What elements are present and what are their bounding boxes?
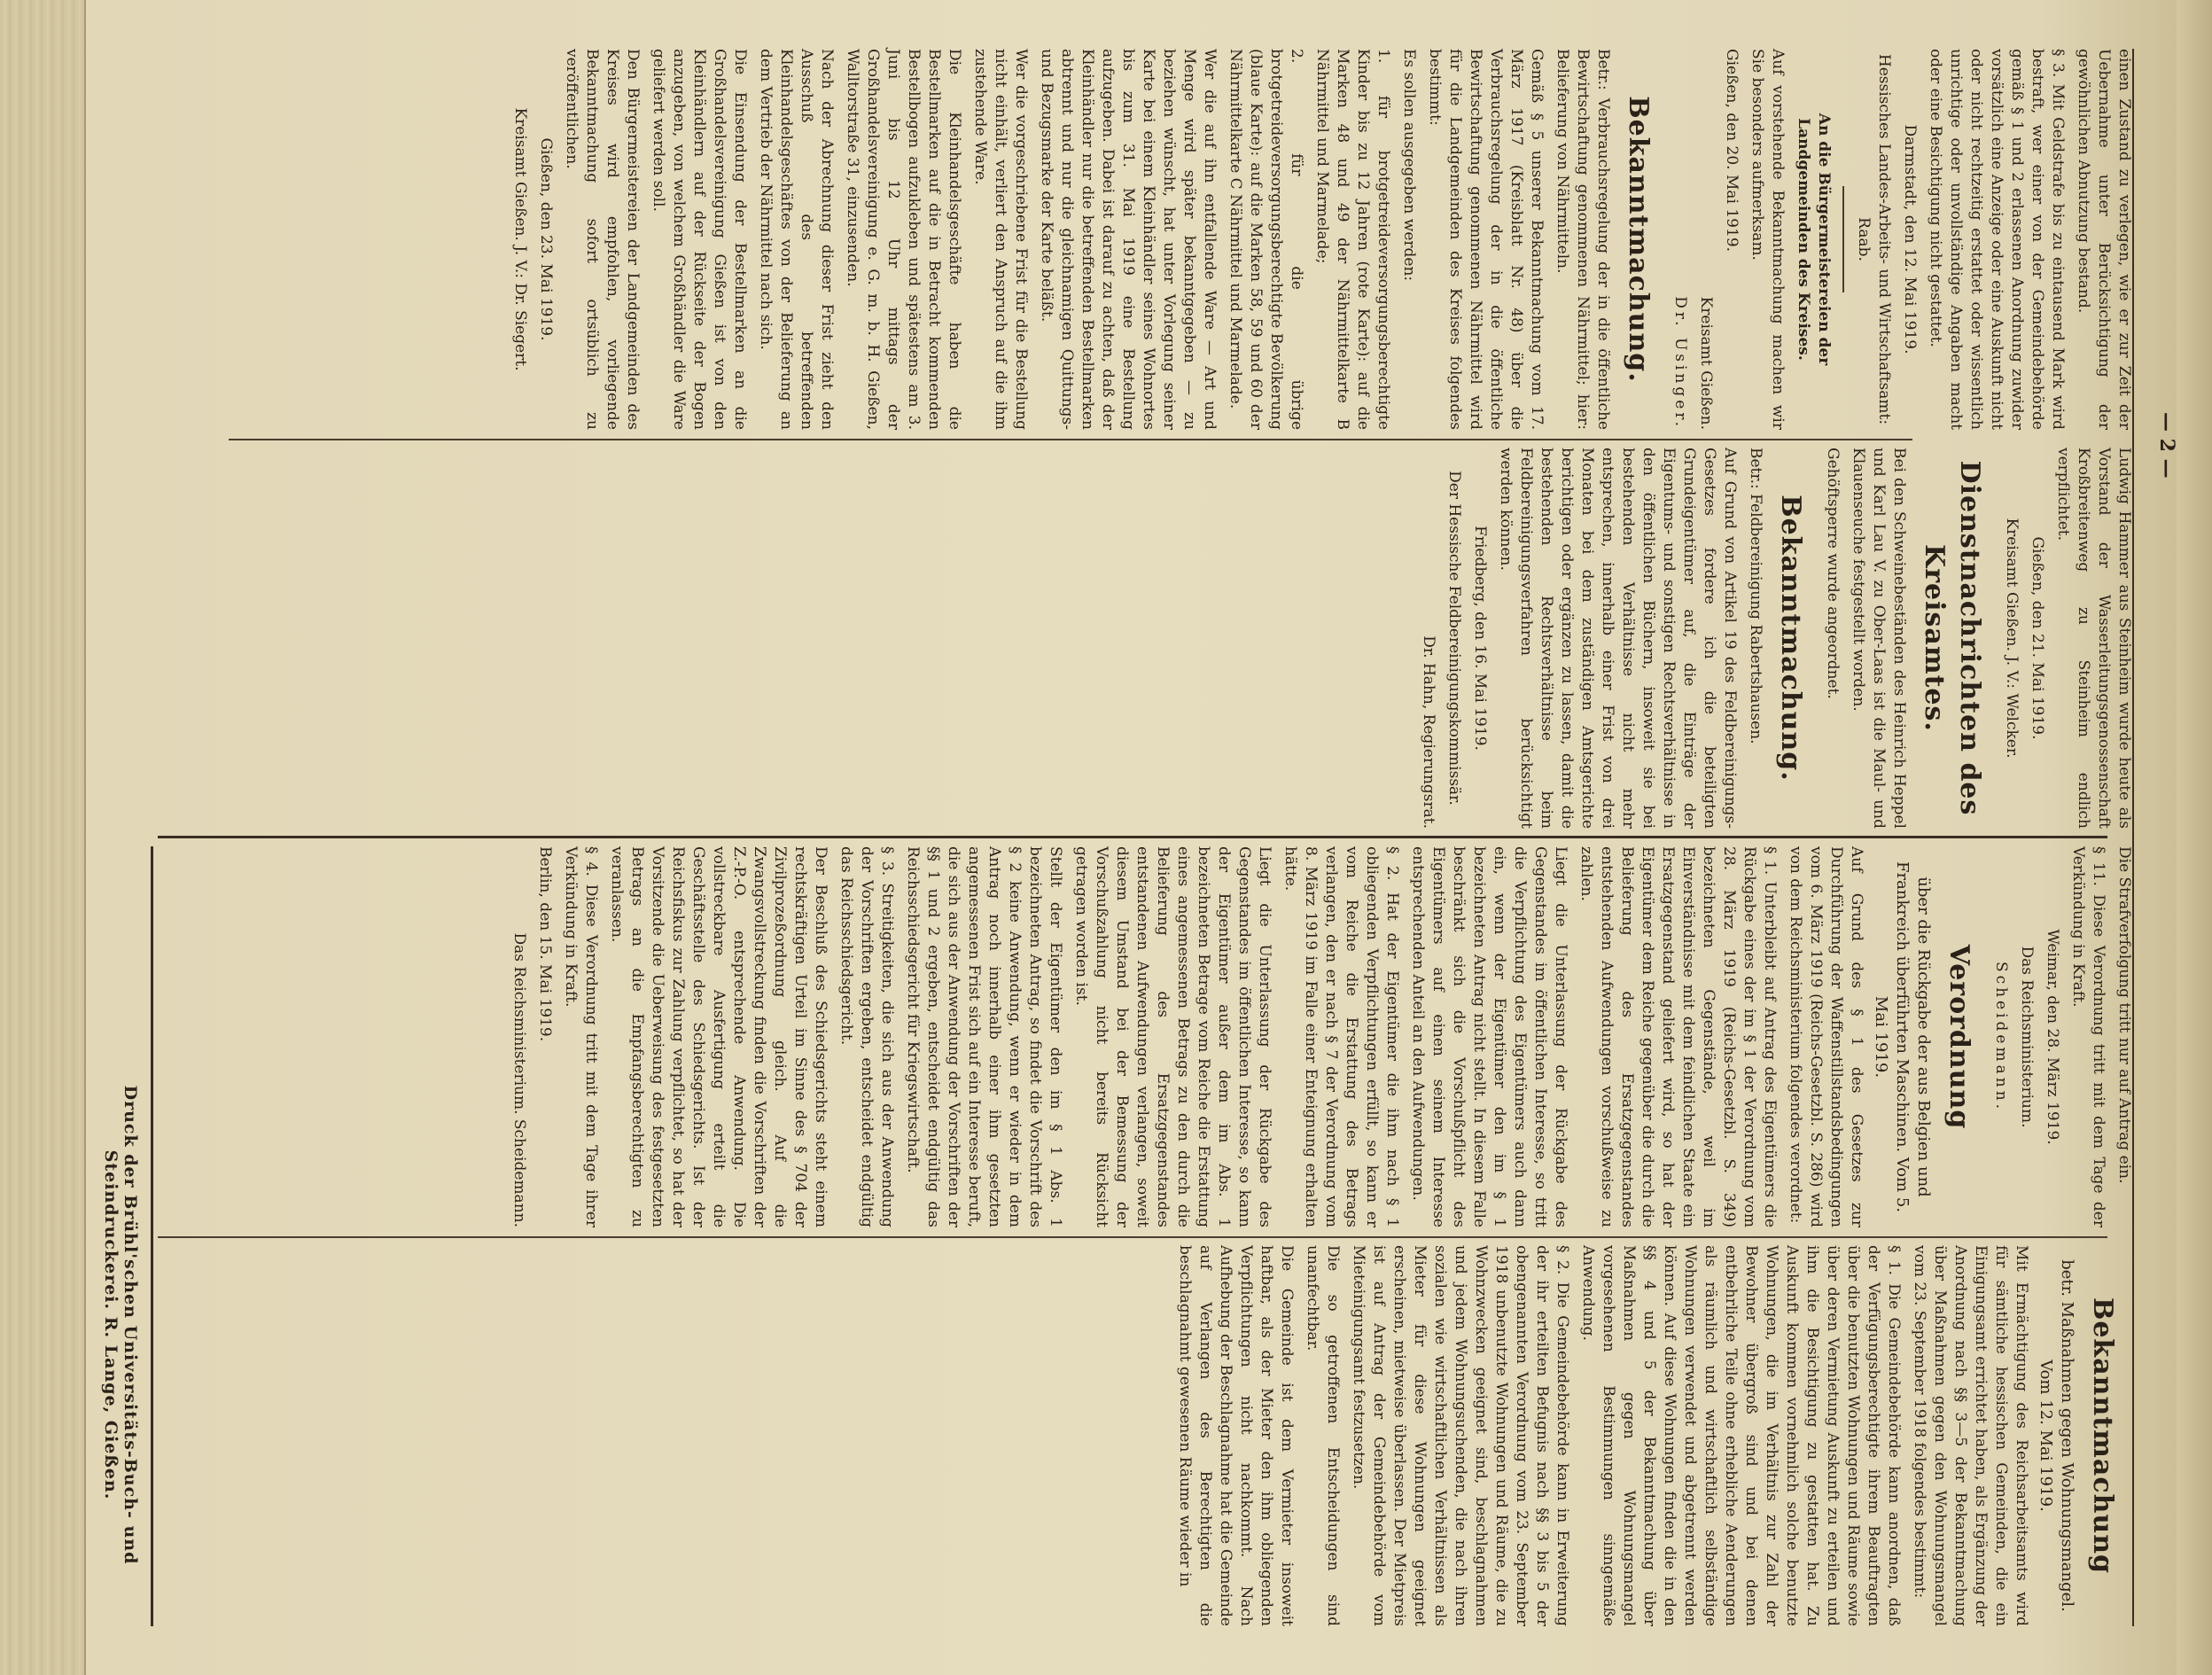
berlin-date: Berlin, den 15. Mai 1919. [536, 846, 554, 1042]
bottom-rule [151, 846, 153, 1626]
verordnung-heading: Verordnung [1943, 944, 1974, 1130]
verordnung-s2: § 2. Hat der Eigentümer die ihm nach § 1 obliegenden Verpflichtungen erfüllt, so kann er vom Reiche die Erstattung des Betrags verlangen, den er nach § 7 der Verordnung vom 8. März 1919 im Falle einer Enteignung erhalten hätte. [1281, 846, 1401, 1227]
verordnung-s1b: Liegt die Unterlassung der Rückgabe des Gegenstandes im öffentlichen Interesse, so tritt die Verpflichtung des Eigentümers auch dann ein, wenn der Eigentümer den im § 1 bezeichneten Antrag nicht stellt. In diesem Falle beschränkt sich die Vorschußpflicht des Eigentümers auf einen seinem Interesse entsprechenden Anteil an den Aufwendungen. [1409, 846, 1569, 1227]
wohnung-s2b: Die so getroffenen Entscheidungen sind unanfechtbar. [1304, 1245, 1342, 1626]
wohnung-body-1: Mit Ermächtigung des Reichsarbeitsamts wird für sämtliche hessischen Gemeinden, die ein Einigungsamt errichtet haben, als Ergänzung der Anordnung nach §§ 3—5 der Bekanntmachung über Maßnahmen gegen den Wohnungsmangel vom 23. September 1918 folgendes bestimmt: [1911, 1245, 2030, 1626]
section-divider [1842, 186, 1844, 292]
feldbereinigung-office: Der Hessische Feldbereinigungskommissär. [1445, 471, 1463, 806]
notice-heading: An die Bürgermeistereien der Landgemeinden des Kreises. [1795, 113, 1833, 366]
body-3: Wer die auf ihn entfallende Ware — Art und Menge wird später bekanntgegeben — zu beziehen wünscht, hat unter Vorlegung seiner Karte bei einem Kleinhändler seines Wohnortes bis zum 31. Mai 1919 eine Bestellung aufzugeben. Dabei ist darauf zu achten, daß der Kleinhändler nur die betreffenden Bestellmarken abtrennt und nur die gleichnamigen Quittungs- und Bezugsmarke der Karte beläßt. [1038, 49, 1219, 430]
notice-hammer-office: Kreisamt Gießen. J. V.: Welcker. [2003, 518, 2021, 759]
notice-hammer-date: Gießen, den 21. Mai 1919. [2029, 536, 2046, 740]
berlin-ministry: Das Reichsministerium. Scheidemann. [510, 932, 528, 1227]
wohnung-s2: § 2. Die Gemeindebehörde kann in Erweiterung der ihr erteilten Befugnis nach §§ 3 bis 5 der obengenannten Verordnung vom 23. September 1918 unbenutzte Wohnungen und Räume, die zu Wohnzwecken geeignet sind, beschlagnahmen und jedem Wohnungsuchenden, die nach ihren sozialen wie wirtschaftlichen Verhältnissen als Mieter für diese Wohnungen geeignet erscheinen, mietweise überlassen. Der Mietpreis ist auf Antrag der Gemeindebehörde vom Mieteinigungsamt festzusetzen. [1350, 1245, 1571, 1626]
feldbereinigung-date: Friedberg, den 16. Mai 1919. [1471, 526, 1489, 751]
verordnung-body-1: Auf Grund des § 1 des Gesetzes zur Durchführung der Waffenstillstandsbedingungen vom 6. März 1919 (Reichs-Gesetzbl. S. 286) wird von dem Reichsministerium folgendes verordnet: [1787, 846, 1865, 1227]
reichsministerium: Das Reichsministerium. [2018, 946, 2036, 1128]
column-b [1413, 448, 2134, 829]
page-number: — 2 — [2155, 412, 2178, 479]
office-2: Kreisamt Gießen. J. V.: Dr. Siegert. [511, 107, 529, 371]
verordnung-subtitle: über die Rückgabe der aus Belgien und Frankreich überführten Maschinen. Vom 5. Mai 1919. [1872, 861, 1933, 1213]
service-news-text-2: Gehöftsperre wurde angeordnet. [1824, 448, 1842, 699]
verordnung-s3: § 3. Streitigkeiten, die sich aus der Anwendung der Vorschriften ergeben, entscheidet endgültig das Reichsschiedsgericht. [837, 846, 896, 1227]
wohnung-subtitle: betr. Maßnahmen gegen Wohnungsmangel. Vom 12. Mai 1919. [2037, 1259, 2076, 1612]
body-8: Den Bürgermeistereien der Landgemeinden des Kreises wird empfohlen, vorliegende Bekanntmachung sofort ortsüblich zu veröffentlichen. [563, 49, 642, 430]
date-2: Gießen, den 23. Mai 1919. [537, 137, 555, 341]
notice-office: Kreisamt Gießen. [1697, 296, 1715, 430]
place-date: Darmstadt, den 12. Mai 1919. [1901, 124, 1919, 354]
column-rule-left-half [158, 1236, 2107, 1238]
item-2: 2. für die übrige brotgetreideversorgungsberechtigte Bevölkerung (blaue Karte): auf die Marken 58, 59 und 60 der Nährmittelkarte C Nährmittel und Marmelade. [1227, 49, 1305, 430]
verordnung-s3b: Der Beschluß des Schiedsgerichts steht einem rechtskräftigen Urteil im Sinne des § 704 der Zivilprozeßordnung gleich. Auf die Zwangsvollstreckung finden die Vorschriften der Z.-P.-O. entsprechende Anwendung. Die vollstreckbare Ausfertigung erteilt die Geschäftsstelle des Schiedsgerichts. Ist der Reichsfiskus zur Zahlung verpflichtet, so hat der Vorsitzende die Ueberweisung des festgesetzten Betrags an die Empfangsberechtigten zu veranlassen. [608, 846, 830, 1227]
body-7: Die Einsendung der Bestellmarken an die Großhandelsvereinigung Gießen ist von den Kleinhändlern auf der Rückseite der Bogen anzugeben, von welchem Großhändler die Ware geliefert werden soll. [650, 49, 749, 430]
betr-line-2: Betr.: Feldbereinigung Rabertshausen. [1747, 448, 1764, 744]
feldbereinigung-signature: Dr. Hahn, Regierungsrat. [1420, 635, 1437, 829]
service-news-heading: Dienstnachrichten des Kreisamtes. [1919, 460, 1985, 816]
verordnung-s2b: Liegt die Unterlassung der Rückgabe des Gegenstandes im öffentlichen Interesse, so kann der Eigentümer außer dem im Abs. 1 bezeichneten Betrage vom Reiche die Erstattung eines angemessenen Betrags zu den durch die Belieferung des Ersatzgegenstandes entstandenen Aufwendungen verlangen, soweit diesem Umstand bei der Bemessung der Vorschußzahlung nicht bereits Rücksicht getragen worden ist. [1072, 846, 1273, 1227]
notice-date: Gießen, den 20. Mai 1919. [1723, 49, 1741, 253]
body-1: Gemäß § 5 unserer Bekanntmachung vom 17. März 1917 (Kreisblatt Nr. 48) über die Verbrauchsregelung der in die öffentliche Bewirtschaftung genommenen Nährmittel wird für die Landgemeinden des Kreises folgendes bestimmt: [1426, 49, 1546, 430]
page-right-edge [2177, 0, 2212, 1675]
body-6: Nach der Abrechnung dieser Frist zieht den Ausschuß des betreffenden Kleinhandelsgeschäftes von der Belieferung an dem Vertrieb der Nährmittel nach sich. [757, 49, 836, 430]
notice-text: Auf vorstehende Bekanntmachung machen wir Sie besonders aufmerksam. [1749, 49, 1787, 430]
notice-signature: Dr. Usinger. [1671, 296, 1689, 430]
weimar-date: Weimar, den 28. März 1919. [2044, 929, 2061, 1145]
item-1: 1. für brotgetreideversorgungsberechtigte Kinder bis zu 12 Jahren (rote Karte): auf die Marken 48 und 49 der Nährmittelkarte B Nährmittel und Marmelade; [1313, 49, 1392, 430]
column-rule-right-half [229, 439, 1912, 440]
column-a [504, 49, 2134, 430]
wohnung-s1: § 1. Die Gemeindebehörde kann anordnen, daß der Verfügungsberechtigte ihrem Beauftragten über die benutzten Wohnungen und Räume sowie über deren Vermietung Auskunft zu erteilen und ihm die Besichtigung zu gestatten hat. Zu Auskunft kommen vornehmlich solche benutzte Wohnungen, die im Verhältnis zur Zahl der Bewohner übergroß sind und bei denen entbehrliche Teile ohne erhebliche Aenderungen als räumlich und wirtschaftlich selbständige Wohnungen verwendet und abgetrennt werden können. Auf diese Wohnungen finden die in den §§ 4 und 5 der Bekanntmachung über Maßnahmen gegen Wohnungsmangel vorgesehenen Bestimmungen sinngemäße Anwendung. [1579, 1245, 1903, 1626]
notice-hammer: Ludwig Hammer aus Steinheim wurde heute als Vorstand der Wasserleitungsgenossenschaft Kroßbreitenweg zu Steinheim endlich verpflichtet. [2054, 448, 2133, 829]
rotated-page-content [78, 49, 2178, 1626]
column-d [1169, 1245, 2134, 1626]
body-4: Wer die vorgeschriebene Frist für die Bestellung nicht einhält, verliert den Anspruch auf die ihm zustehende Ware. [971, 49, 1030, 430]
verordnung-s2c: Stellt der Eigentümer den im § 1 Abs. 1 bezeichneten Antrag, so findet die Vorschrift des § 2 keine Anwendung, wenn er wieder in dem Antrag noch innerhalb einer ihm gesetzten angemessenen Frist sich auf ein Interesse beruft, die sich aus der Anwendung der Vorschriften der §§ 1 und 2 ergeben, entscheidet endgültig das Reichsschiedsgericht für Kriegswirtschaft. [904, 846, 1064, 1227]
page-binding-edge [0, 0, 86, 1675]
feldbereinigung-body: Auf Grund von Artikel 19 des Feldbereinigungs-Gesetzes fordere ich die beteiligten Grundeigentümer auf, die Einträge der Eigentums- und sonstigen Rechtsverhältnisse in den öffentlichen Büchern, insoweit sie bei bestehenden Verhältnisse nicht mehr entsprechen, innerhalb einer Frist von drei Monaten bei dem zuständigen Amtsgerichte berichtigen oder ergänzen zu lassen, damit die bestehenden Rechtsverhältnisse beim Feldbereinigungsverfahren berücksichtigt werden können. [1497, 448, 1739, 829]
body-5: Die Kleinhandelsgeschäfte haben die Bestellmarken auf die in Betracht kommenden Bestellbogen aufzukleben und spätestens am 3. Juni bis 12 Uhr mittags der Großhandelsvereinigung e. G. m. b. H. Gießen, Walltorstraße 31, einzusenden. [844, 49, 963, 430]
printer-imprint: Druck der Brühl'schen Universitäts-Buch- und Steindruckerei. R. Lange, Gießen. [101, 1085, 140, 1565]
body-2: Es sollen ausgegeben werden: [1400, 49, 1418, 282]
scheidemann-signature: Scheidemann. [1992, 961, 2010, 1113]
middle-rule [158, 836, 2107, 838]
column-c [503, 846, 2134, 1227]
wohnung-heading: Bekanntmachung [2087, 1297, 2118, 1574]
betr-line: Betr.: Verbrauchsregelung der in die öffentliche Bewirtschaftung genommenen Nährmittel; hier: Belieferung von Nährmitteln. [1554, 49, 1612, 430]
ministry-signature: Hessisches Landes-Arbeits- und Wirtschaftsamt: Raab. [1855, 53, 1893, 425]
wohnung-s2c: Die Gemeinde ist dem Vermieter insoweit haftbar, als der Mieter den ihm obliegenden Verpflichtungen nicht nachkommt. Nach Aufhebung der Beschlagnahme hat die Gemeinde auf Verlangen des Berechtigten die beschlagnahmt gewesenen Räume wieder in [1176, 1245, 1296, 1626]
opening-line: Die Strafverfolgung tritt nur auf Antrag ein. [2115, 846, 2133, 1184]
announcement-heading: Bekanntmachung. [1623, 96, 1654, 383]
verordnung-s4: § 4. Diese Verordnung tritt mit dem Tage ihrer Verkündung in Kraft. [562, 846, 600, 1227]
intro-paragraph: einen Zustand zu verlegen, wie er zur Zeit der Uebernahme unter Berücksichtigung der gewöhnlichen Abnutzung bestand. [2075, 49, 2133, 430]
verordnung-s1: § 1. Unterbleibt auf Antrag des Eigentümers die Rückgabe eines der im § 1 der Verordnung vom 28. März 1919 (Reichs-Gesetzbl. S. 349) bezeichneten Gegenstände, weil im Einverständnisse mit dem feindlichen Staate ein Ersatzgegenstand geliefert wird, so hat der Eigentümer dem Reiche gegenüber die durch die Belieferung des Ersatzgegenstandes entstehenden Aufwendungen vorschußweise zu zahlen. [1577, 846, 1779, 1227]
paragraph-11: § 11. Diese Verordnung tritt mit dem Tage der Verkündung in Kraft. [2069, 846, 2107, 1227]
paragraph-3: § 3. Mit Geldstrafe bis zu eintausend Mark wird bestraft, wer einer von der Gemeindebehörde gemäß § 1 und 2 erlassenen Anordnung zuwider vorsätzlich eine Anzeige oder eine Auskunft nicht oder nicht rechtzeitig erstattet oder wissentlich unrichtige oder unvollständige Angaben macht oder eine Besichtigung nicht gestattet. [1927, 49, 2067, 430]
announcement-heading-2: Bekanntmachung. [1775, 495, 1806, 782]
service-news-text: Bei den Schweinebeständen des Heinrich Heppel und Karl Lau V. zu Ober-Laas ist die Maul- und Klauenseuche festgestellt worden. [1850, 448, 1908, 829]
